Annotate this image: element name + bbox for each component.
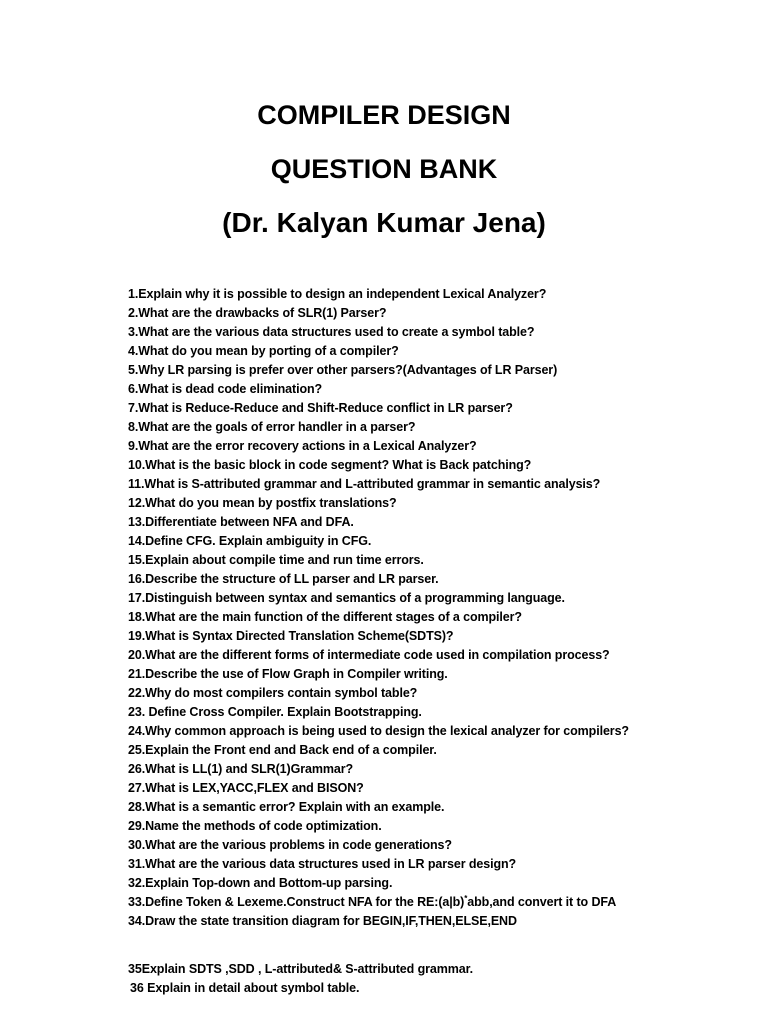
- question-33-text-end: abb,and convert it to DFA: [467, 895, 617, 909]
- question-item: 19.What is Syntax Directed Translation Scheme(SDTS)?: [128, 629, 454, 643]
- question-item: 13.Differentiate between NFA and DFA.: [128, 515, 354, 529]
- title-line-author: (Dr. Kalyan Kumar Jena): [222, 207, 546, 238]
- question-item: 8.What are the goals of error handler in a parser?: [128, 420, 416, 434]
- question-33-text: 33.Define Token & Lexeme.Construct NFA for the RE:(a|b): [128, 895, 465, 909]
- question-item: 3.What are the various data structures used to create a symbol table?: [128, 325, 535, 339]
- question-item-35: 35Explain SDTS ,SDD , L-attributed& S-attributed grammar.: [128, 962, 474, 976]
- question-item: 5.Why LR parsing is prefer over other parsers?(Advantages of LR Parser): [128, 363, 558, 377]
- kleene-star: *: [464, 893, 468, 903]
- title-line-course: COMPILER DESIGN: [257, 100, 511, 130]
- question-item: 17.Distinguish between syntax and semantics of a programming language.: [128, 591, 565, 605]
- question-item-33: [128, 893, 760, 912]
- extra-question-list: [128, 960, 760, 998]
- question-item: 18.What are the main function of the different stages of a compiler?: [128, 610, 522, 624]
- question-item: 23. Define Cross Compiler. Explain Bootstrapping.: [128, 705, 422, 719]
- question-item: 1.Explain why it is possible to design an independent Lexical Analyzer?: [128, 287, 547, 301]
- question-item: 2.What are the drawbacks of SLR(1) Parser?: [128, 306, 387, 320]
- question-item-36: 36 Explain in detail about symbol table.: [130, 981, 360, 995]
- question-item: 32.Explain Top-down and Bottom-up parsing.: [128, 876, 393, 890]
- question-item: 26.What is LL(1) and SLR(1)Grammar?: [128, 762, 354, 776]
- question-item: 4.What do you mean by porting of a compiler?: [128, 344, 399, 358]
- question-item: 24.Why common approach is being used to design the lexical analyzer for compilers?: [128, 724, 629, 738]
- question-item: 31.What are the various data structures used in LR parser design?: [128, 857, 517, 871]
- question-list: [128, 285, 760, 931]
- question-item: 15.Explain about compile time and run time errors.: [128, 553, 424, 567]
- question-item: 9.What are the error recovery actions in a Lexical Analyzer?: [128, 439, 477, 453]
- question-item: 6.What is dead code elimination?: [128, 382, 323, 396]
- question-item: 28.What is a semantic error? Explain with an example.: [128, 800, 445, 814]
- title-line-bank: QUESTION BANK: [270, 154, 498, 184]
- question-item: 22.Why do most compilers contain symbol table?: [128, 686, 418, 700]
- question-item: 16.Describe the structure of LL parser and LR parser.: [128, 572, 439, 586]
- question-item-34: 34.Draw the state transition diagram for BEGIN,IF,THEN,ELSE,END: [128, 914, 517, 928]
- question-item: 12.What do you mean by postfix translations?: [128, 496, 397, 510]
- question-item: 20.What are the different forms of intermediate code used in compilation process?: [128, 648, 610, 662]
- question-item: 27.What is LEX,YACC,FLEX and BISON?: [128, 781, 364, 795]
- document-title: [0, 88, 768, 250]
- question-item: 29.Name the methods of code optimization.: [128, 819, 382, 833]
- question-item: 11.What is S-attributed grammar and L-attributed grammar in semantic analysis?: [128, 477, 601, 491]
- question-item: 25.Explain the Front end and Back end of a compiler.: [128, 743, 437, 757]
- question-item: 30.What are the various problems in code generations?: [128, 838, 452, 852]
- question-item: 21.Describe the use of Flow Graph in Compiler writing.: [128, 667, 448, 681]
- question-item: 7.What is Reduce-Reduce and Shift-Reduce conflict in LR parser?: [128, 401, 513, 415]
- question-item: 10.What is the basic block in code segment? What is Back patching?: [128, 458, 532, 472]
- question-item: 14.Define CFG. Explain ambiguity in CFG.: [128, 534, 372, 548]
